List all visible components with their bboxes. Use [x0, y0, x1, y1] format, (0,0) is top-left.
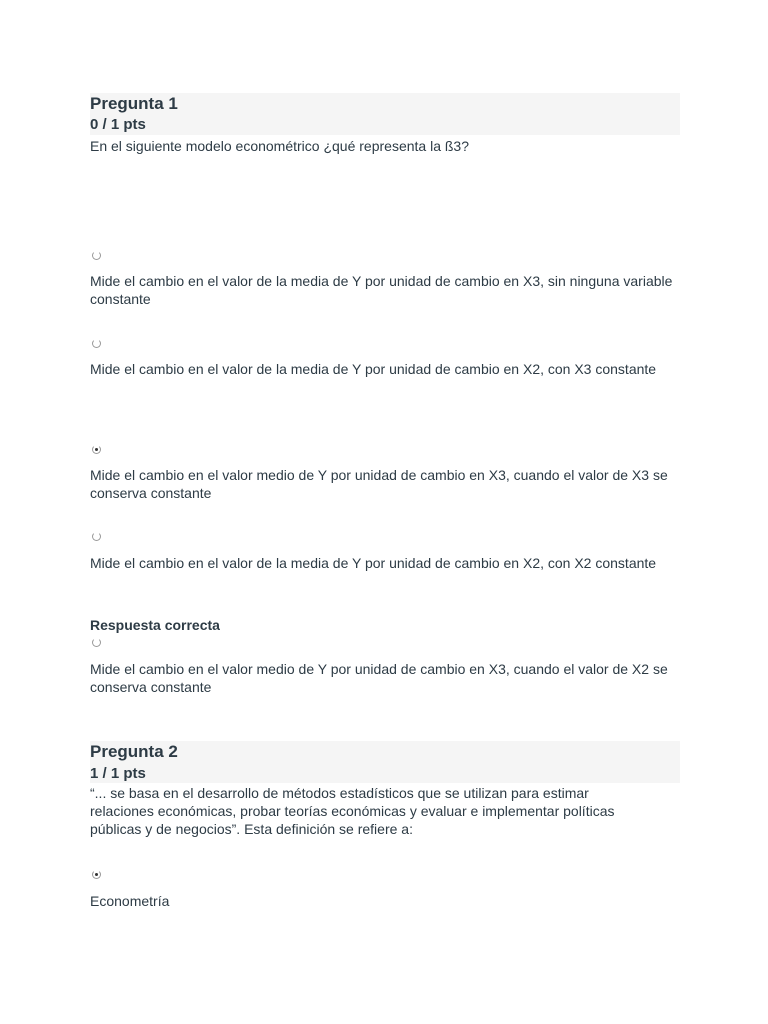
- answer-1-2-text: Mide el cambio en el valor de la media de Y por unidad de cambio en X2, con X3 constante: [90, 361, 657, 377]
- answer-1-3-radio-selected[interactable]: [92, 445, 101, 454]
- answer-1-1-radio[interactable]: [92, 251, 101, 260]
- question-1-title: Pregunta 1: [90, 94, 178, 113]
- question-2-points: 1 / 1 pts: [90, 765, 146, 782]
- answer-1-5-radio[interactable]: [92, 638, 101, 647]
- answer-2-1-radio-selected[interactable]: [92, 870, 101, 879]
- answer-1-2-radio[interactable]: [92, 339, 101, 348]
- question-2-title: Pregunta 2: [90, 742, 178, 761]
- question-2-header: [90, 741, 680, 783]
- answer-1-1-text: Mide el cambio en el valor de la media de Y por unidad de cambio en X3, sin ninguna variable constante: [90, 273, 673, 307]
- question-2-text: [90, 784, 680, 838]
- answer-1-4-radio[interactable]: [92, 532, 101, 541]
- question-2-text-line-3: públicas y de negocios”. Esta definición se refiere a:: [90, 821, 413, 837]
- answer-1-3-text: Mide el cambio en el valor medio de Y por unidad de cambio en X3, cuando el valor de X3 se conserva constante: [90, 467, 668, 501]
- question-2-text-line-2: relaciones económicas, probar teorías económicas y evaluar e implementar políticas: [90, 803, 615, 819]
- question-1-text: En el siguiente modelo econométrico ¿qué representa la ß3?: [90, 138, 469, 154]
- question-1-header: [90, 93, 680, 135]
- correct-answer-label: Respuesta correcta: [90, 617, 220, 633]
- answer-2-1-text: Econometría: [90, 893, 170, 909]
- question-2-text-line-1: “... se basa en el desarrollo de métodos estadísticos que se utilizan para estimar: [90, 785, 589, 801]
- answer-1-4-text: Mide el cambio en el valor de la media de Y por unidad de cambio en X2, con X2 constante: [90, 555, 657, 571]
- answer-1-5-text: Mide el cambio en el valor medio de Y por unidad de cambio en X3, cuando el valor de X2 se conserva constante: [90, 661, 668, 695]
- question-1-points: 0 / 1 pts: [90, 116, 146, 133]
